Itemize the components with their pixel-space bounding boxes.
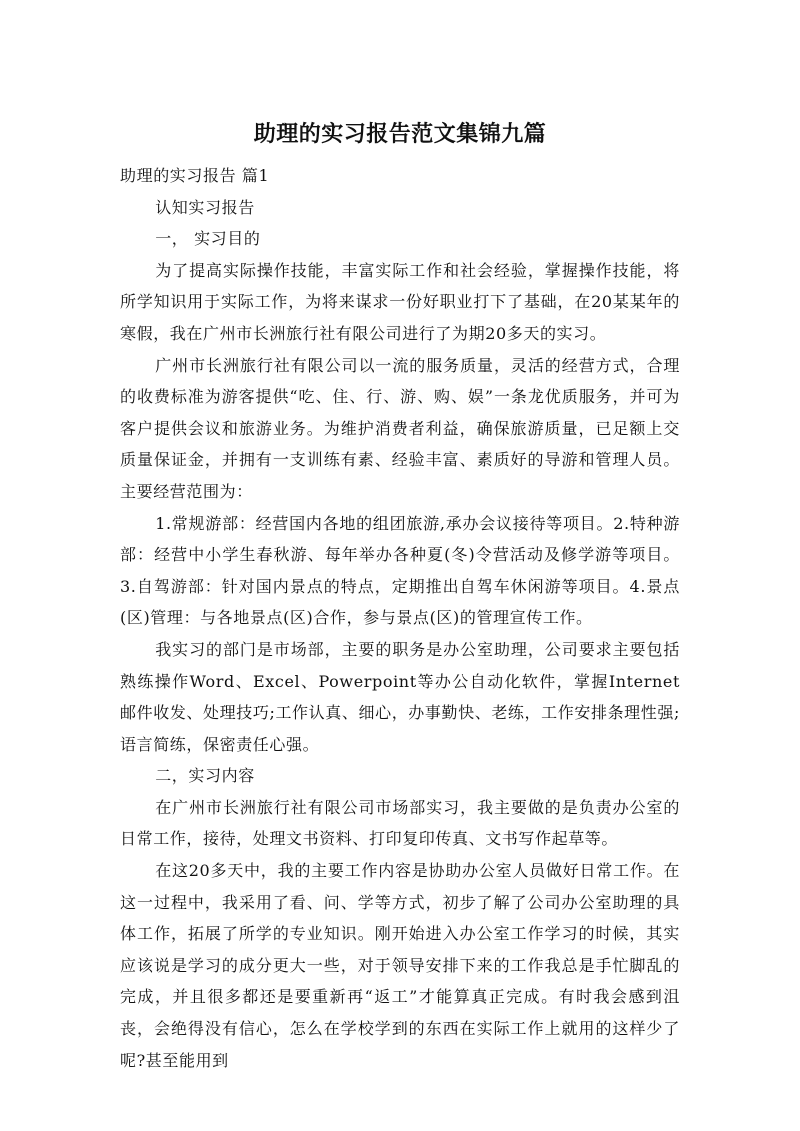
paragraph: 在这20多天中，我的主要工作内容是协助办公室人员做好日常工作。在这一过程中，我采用了看、问、学等方式，初步了解了公司办公室助理的具体工作，拓展了所学的专业知识。刚开始进入办公室工作学习的时候，其实应该说是学习的成分更大一些，对于领导安排下来的工作我总是手忙脚乱的完成，并且很多都还是要重新再“返工”才能算真正完成。有时我会感到沮丧，会绝得没有信心，怎么在学校学到的东西在实际工作上就用的这样少了呢?甚至能用到 — [120, 861, 680, 1070]
paragraph: 1.常规游部：经营国内各地的组团旅游,承办会议接待等项目。2.特种游部：经营中小学生春秋游、每年举办各种夏(冬)令营活动及修学游等项目。3.自驾游部：针对国内景点的特点，定期推出自驾车休闲游等项目。4.景点(区)管理：与各地景点(区)合作，参与景点(区)的管理宣传工作。 — [120, 513, 680, 628]
paragraph: 在广州市长洲旅行社有限公司市场部实习，我主要做的是负责办公室的日常工作，接待，处理文书资料、打印复印传真、文书写作起草等。 — [120, 797, 680, 849]
document-body — [120, 160, 680, 1076]
document-title: 助理的实习报告范文集锦九篇 — [253, 122, 547, 147]
section-heading-content: 二，实习内容 — [155, 766, 255, 786]
paragraph: 我实习的部门是市场部，主要的职务是办公室助理，公司要求主要包括熟练操作Word、Excel、Powerpoint等办公自动化软件，掌握Internet邮件收发、处理技巧;工作认真、细心，办事勤快、老练，工作安排条理性强; 语言简练，保密责任心强。 — [120, 639, 680, 754]
section-heading: 助理的实习报告 篇1 — [120, 166, 270, 185]
paragraph: 广州市长洲旅行社有限公司以一流的服务质量，灵活的经营方式，合理的收费标准为游客提供“吃、住、行、游、购、娱”一条龙优质服务，并可为客户提供会议和旅游业务。为维护消费者利益，确保旅游质量，已足额上交质量保证金，并拥有一支训练有素、经验丰富、素质好的导游和管理人员。主要经营范围为： — [120, 355, 680, 501]
paragraph: 为了提高实际操作技能，丰富实际工作和社会经验，掌握操作技能，将所学知识用于实际工作，为将来谋求一份好职业打下了基础，在20某某年的寒假，我在广州市长洲旅行社有限公司进行了为期20多天的实习。 — [120, 260, 680, 343]
report-subtitle: 认知实习报告 — [155, 197, 255, 217]
section-heading-purpose: 一， 实习目的 — [155, 229, 261, 249]
